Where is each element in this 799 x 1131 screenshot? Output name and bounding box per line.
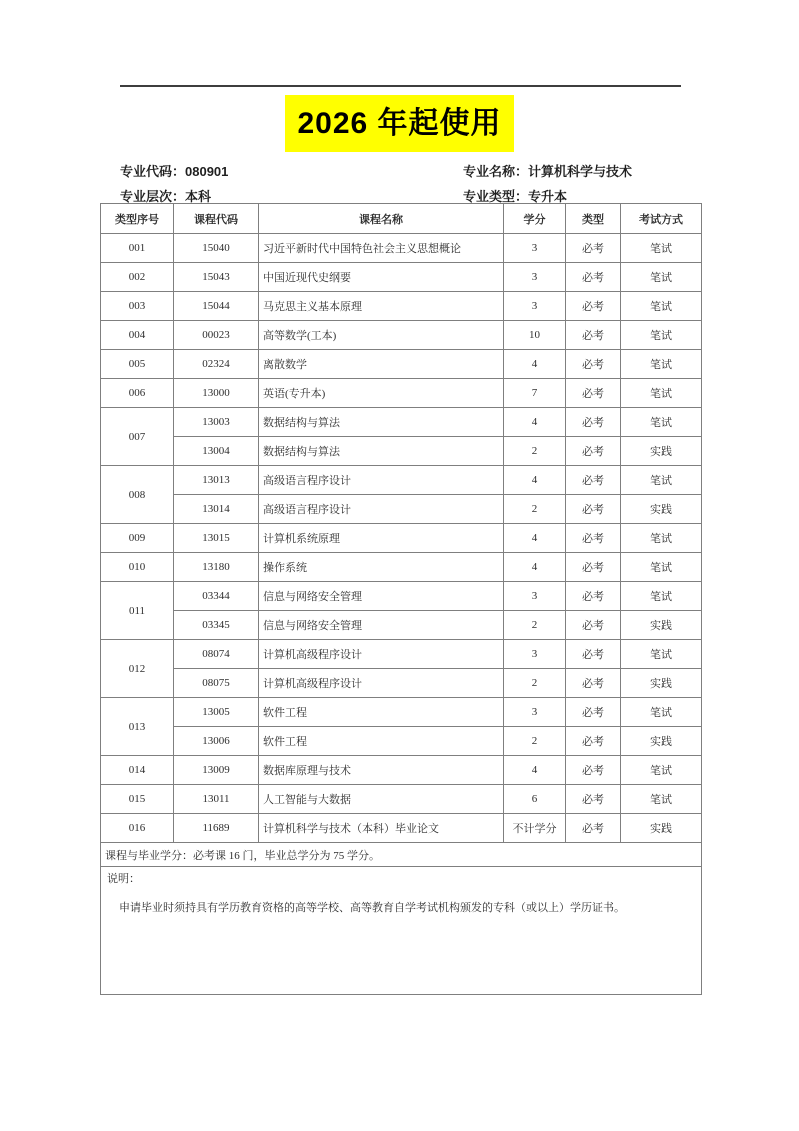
cell-credits: 6	[504, 785, 566, 814]
cell-course-name: 中国近现代史纲要	[259, 263, 504, 292]
cell-exam: 笔试	[621, 466, 702, 495]
cell-seq: 002	[101, 263, 174, 292]
cell-exam: 笔试	[621, 379, 702, 408]
table-row	[101, 437, 702, 466]
cell-code: 13000	[174, 379, 259, 408]
cell-credits: 2	[504, 669, 566, 698]
col-header-name: 课程名称	[259, 204, 504, 234]
cell-code: 13180	[174, 553, 259, 582]
cell-credits: 2	[504, 611, 566, 640]
cell-credits: 3	[504, 640, 566, 669]
cell-course-name: 英语(专升本)	[259, 379, 504, 408]
cell-seq: 013	[101, 698, 174, 756]
cell-seq: 015	[101, 785, 174, 814]
cell-type: 必考	[566, 234, 621, 263]
cell-exam: 笔试	[621, 756, 702, 785]
major-code	[120, 161, 228, 180]
cell-course-name: 操作系统	[259, 553, 504, 582]
table-row	[101, 379, 702, 408]
col-header-type: 类型	[566, 204, 621, 234]
cell-code: 15043	[174, 263, 259, 292]
cell-seq: 006	[101, 379, 174, 408]
cell-course-name: 计算机系统原理	[259, 524, 504, 553]
cell-exam: 实践	[621, 814, 702, 843]
cell-type: 必考	[566, 727, 621, 756]
cell-seq: 014	[101, 756, 174, 785]
cell-exam: 笔试	[621, 582, 702, 611]
table-row	[101, 408, 702, 437]
cell-type: 必考	[566, 350, 621, 379]
cell-seq: 012	[101, 640, 174, 698]
cell-course-name: 信息与网络安全管理	[259, 582, 504, 611]
cell-credits: 3	[504, 582, 566, 611]
cell-credits: 4	[504, 553, 566, 582]
cell-type: 必考	[566, 495, 621, 524]
col-header-credits: 学分	[504, 204, 566, 234]
major-level-value: 本科	[185, 189, 212, 204]
cell-seq: 008	[101, 466, 174, 524]
cell-exam: 实践	[621, 495, 702, 524]
cell-course-name: 习近平新时代中国特色社会主义思想概论	[259, 234, 504, 263]
table-row	[101, 524, 702, 553]
cell-code: 00023	[174, 321, 259, 350]
cell-credits: 2	[504, 437, 566, 466]
cell-credits: 3	[504, 263, 566, 292]
table-row	[101, 669, 702, 698]
cell-type: 必考	[566, 640, 621, 669]
cell-exam: 实践	[621, 727, 702, 756]
cell-credits: 4	[504, 408, 566, 437]
table-row	[101, 234, 702, 263]
cell-seq: 016	[101, 814, 174, 843]
cell-exam: 笔试	[621, 321, 702, 350]
cell-code: 13003	[174, 408, 259, 437]
cell-course-name: 马克思主义基本原理	[259, 292, 504, 321]
cell-credits: 4	[504, 524, 566, 553]
cell-course-name: 软件工程	[259, 727, 504, 756]
cell-type: 必考	[566, 814, 621, 843]
cell-course-name: 计算机高级程序设计	[259, 640, 504, 669]
cell-type: 必考	[566, 408, 621, 437]
cell-code: 13013	[174, 466, 259, 495]
cell-exam: 笔试	[621, 640, 702, 669]
cell-type: 必考	[566, 437, 621, 466]
major-code-value: 080901	[185, 164, 229, 179]
credits-summary: 课程与毕业学分：必考课 16 门，毕业总学分为 75 学分。	[101, 843, 702, 867]
cell-type: 必考	[566, 263, 621, 292]
cell-type: 必考	[566, 553, 621, 582]
cell-seq: 005	[101, 350, 174, 379]
page-title: 2026 年起使用	[285, 95, 513, 152]
cell-course-name: 人工智能与大数据	[259, 785, 504, 814]
cell-seq: 003	[101, 292, 174, 321]
cell-seq: 010	[101, 553, 174, 582]
cell-type: 必考	[566, 379, 621, 408]
table-row	[101, 640, 702, 669]
cell-code: 13004	[174, 437, 259, 466]
cell-course-name: 高级语言程序设计	[259, 466, 504, 495]
notes-title: 说明：	[107, 873, 140, 885]
cell-code: 13014	[174, 495, 259, 524]
cell-credits: 4	[504, 756, 566, 785]
table-row	[101, 292, 702, 321]
col-header-seq: 类型序号	[101, 204, 174, 234]
cell-seq: 007	[101, 408, 174, 466]
notes-cell	[101, 867, 702, 995]
cell-exam: 笔试	[621, 350, 702, 379]
cell-exam: 笔试	[621, 698, 702, 727]
cell-course-name: 离散数学	[259, 350, 504, 379]
cell-course-name: 高级语言程序设计	[259, 495, 504, 524]
cell-code: 08075	[174, 669, 259, 698]
cell-credits: 4	[504, 466, 566, 495]
cell-course-name: 计算机高级程序设计	[259, 669, 504, 698]
cell-code: 13005	[174, 698, 259, 727]
table-row	[101, 350, 702, 379]
top-rule-line	[120, 85, 681, 87]
cell-exam: 实践	[621, 669, 702, 698]
cell-type: 必考	[566, 756, 621, 785]
cell-course-name: 软件工程	[259, 698, 504, 727]
major-type-value: 专升本	[528, 189, 568, 204]
cell-exam: 笔试	[621, 408, 702, 437]
cell-course-name: 高等数学(工本)	[259, 321, 504, 350]
cell-type: 必考	[566, 524, 621, 553]
table-row	[101, 553, 702, 582]
cell-seq: 004	[101, 321, 174, 350]
cell-type: 必考	[566, 669, 621, 698]
cell-seq: 009	[101, 524, 174, 553]
cell-code: 02324	[174, 350, 259, 379]
cell-credits: 4	[504, 350, 566, 379]
cell-type: 必考	[566, 785, 621, 814]
cell-course-name: 数据结构与算法	[259, 437, 504, 466]
major-code-label: 专业代码：	[120, 164, 186, 179]
cell-code: 15040	[174, 234, 259, 263]
cell-credits: 不计学分	[504, 814, 566, 843]
cell-type: 必考	[566, 292, 621, 321]
table-row	[101, 698, 702, 727]
cell-exam: 实践	[621, 611, 702, 640]
cell-exam: 实践	[621, 437, 702, 466]
cell-credits: 3	[504, 292, 566, 321]
cell-credits: 10	[504, 321, 566, 350]
course-table	[100, 203, 702, 995]
cell-type: 必考	[566, 611, 621, 640]
major-type-label: 专业类型：	[463, 189, 529, 204]
cell-credits: 2	[504, 727, 566, 756]
cell-code: 15044	[174, 292, 259, 321]
table-row	[101, 582, 702, 611]
table-row	[101, 611, 702, 640]
title-row	[0, 95, 799, 152]
cell-credits: 2	[504, 495, 566, 524]
cell-exam: 笔试	[621, 292, 702, 321]
col-header-exam: 考试方式	[621, 204, 702, 234]
cell-course-name: 数据结构与算法	[259, 408, 504, 437]
cell-code: 13009	[174, 756, 259, 785]
cell-code: 11689	[174, 814, 259, 843]
cell-exam: 笔试	[621, 263, 702, 292]
cell-seq: 011	[101, 582, 174, 640]
cell-code: 03344	[174, 582, 259, 611]
cell-exam: 笔试	[621, 553, 702, 582]
notes-body: 申请毕业时须持具有学历教育资格的高等学校、高等教育自学考试机构颁发的专科（或以上）学历证书。	[119, 902, 625, 914]
table-row	[101, 785, 702, 814]
major-name-label: 专业名称：	[463, 164, 529, 179]
cell-credits: 3	[504, 698, 566, 727]
summary-row	[101, 843, 702, 867]
table-header-row	[101, 204, 702, 234]
major-name	[463, 161, 632, 180]
cell-credits: 7	[504, 379, 566, 408]
cell-credits: 3	[504, 234, 566, 263]
cell-code: 03345	[174, 611, 259, 640]
cell-course-name: 计算机科学与技术（本科）毕业论文	[259, 814, 504, 843]
table-row	[101, 263, 702, 292]
cell-seq: 001	[101, 234, 174, 263]
cell-code: 13015	[174, 524, 259, 553]
cell-type: 必考	[566, 321, 621, 350]
table-row	[101, 756, 702, 785]
major-name-value: 计算机科学与技术	[528, 164, 633, 179]
cell-exam: 笔试	[621, 234, 702, 263]
cell-type: 必考	[566, 466, 621, 495]
table-row	[101, 814, 702, 843]
cell-code: 08074	[174, 640, 259, 669]
cell-code: 13006	[174, 727, 259, 756]
col-header-code: 课程代码	[174, 204, 259, 234]
cell-type: 必考	[566, 582, 621, 611]
cell-type: 必考	[566, 698, 621, 727]
cell-exam: 笔试	[621, 785, 702, 814]
notes-row	[101, 867, 702, 995]
cell-code: 13011	[174, 785, 259, 814]
table-row	[101, 495, 702, 524]
cell-exam: 笔试	[621, 524, 702, 553]
table-row	[101, 727, 702, 756]
cell-course-name: 信息与网络安全管理	[259, 611, 504, 640]
cell-course-name: 数据库原理与技术	[259, 756, 504, 785]
major-level-label: 专业层次：	[120, 189, 186, 204]
table-row	[101, 466, 702, 495]
table-row	[101, 321, 702, 350]
